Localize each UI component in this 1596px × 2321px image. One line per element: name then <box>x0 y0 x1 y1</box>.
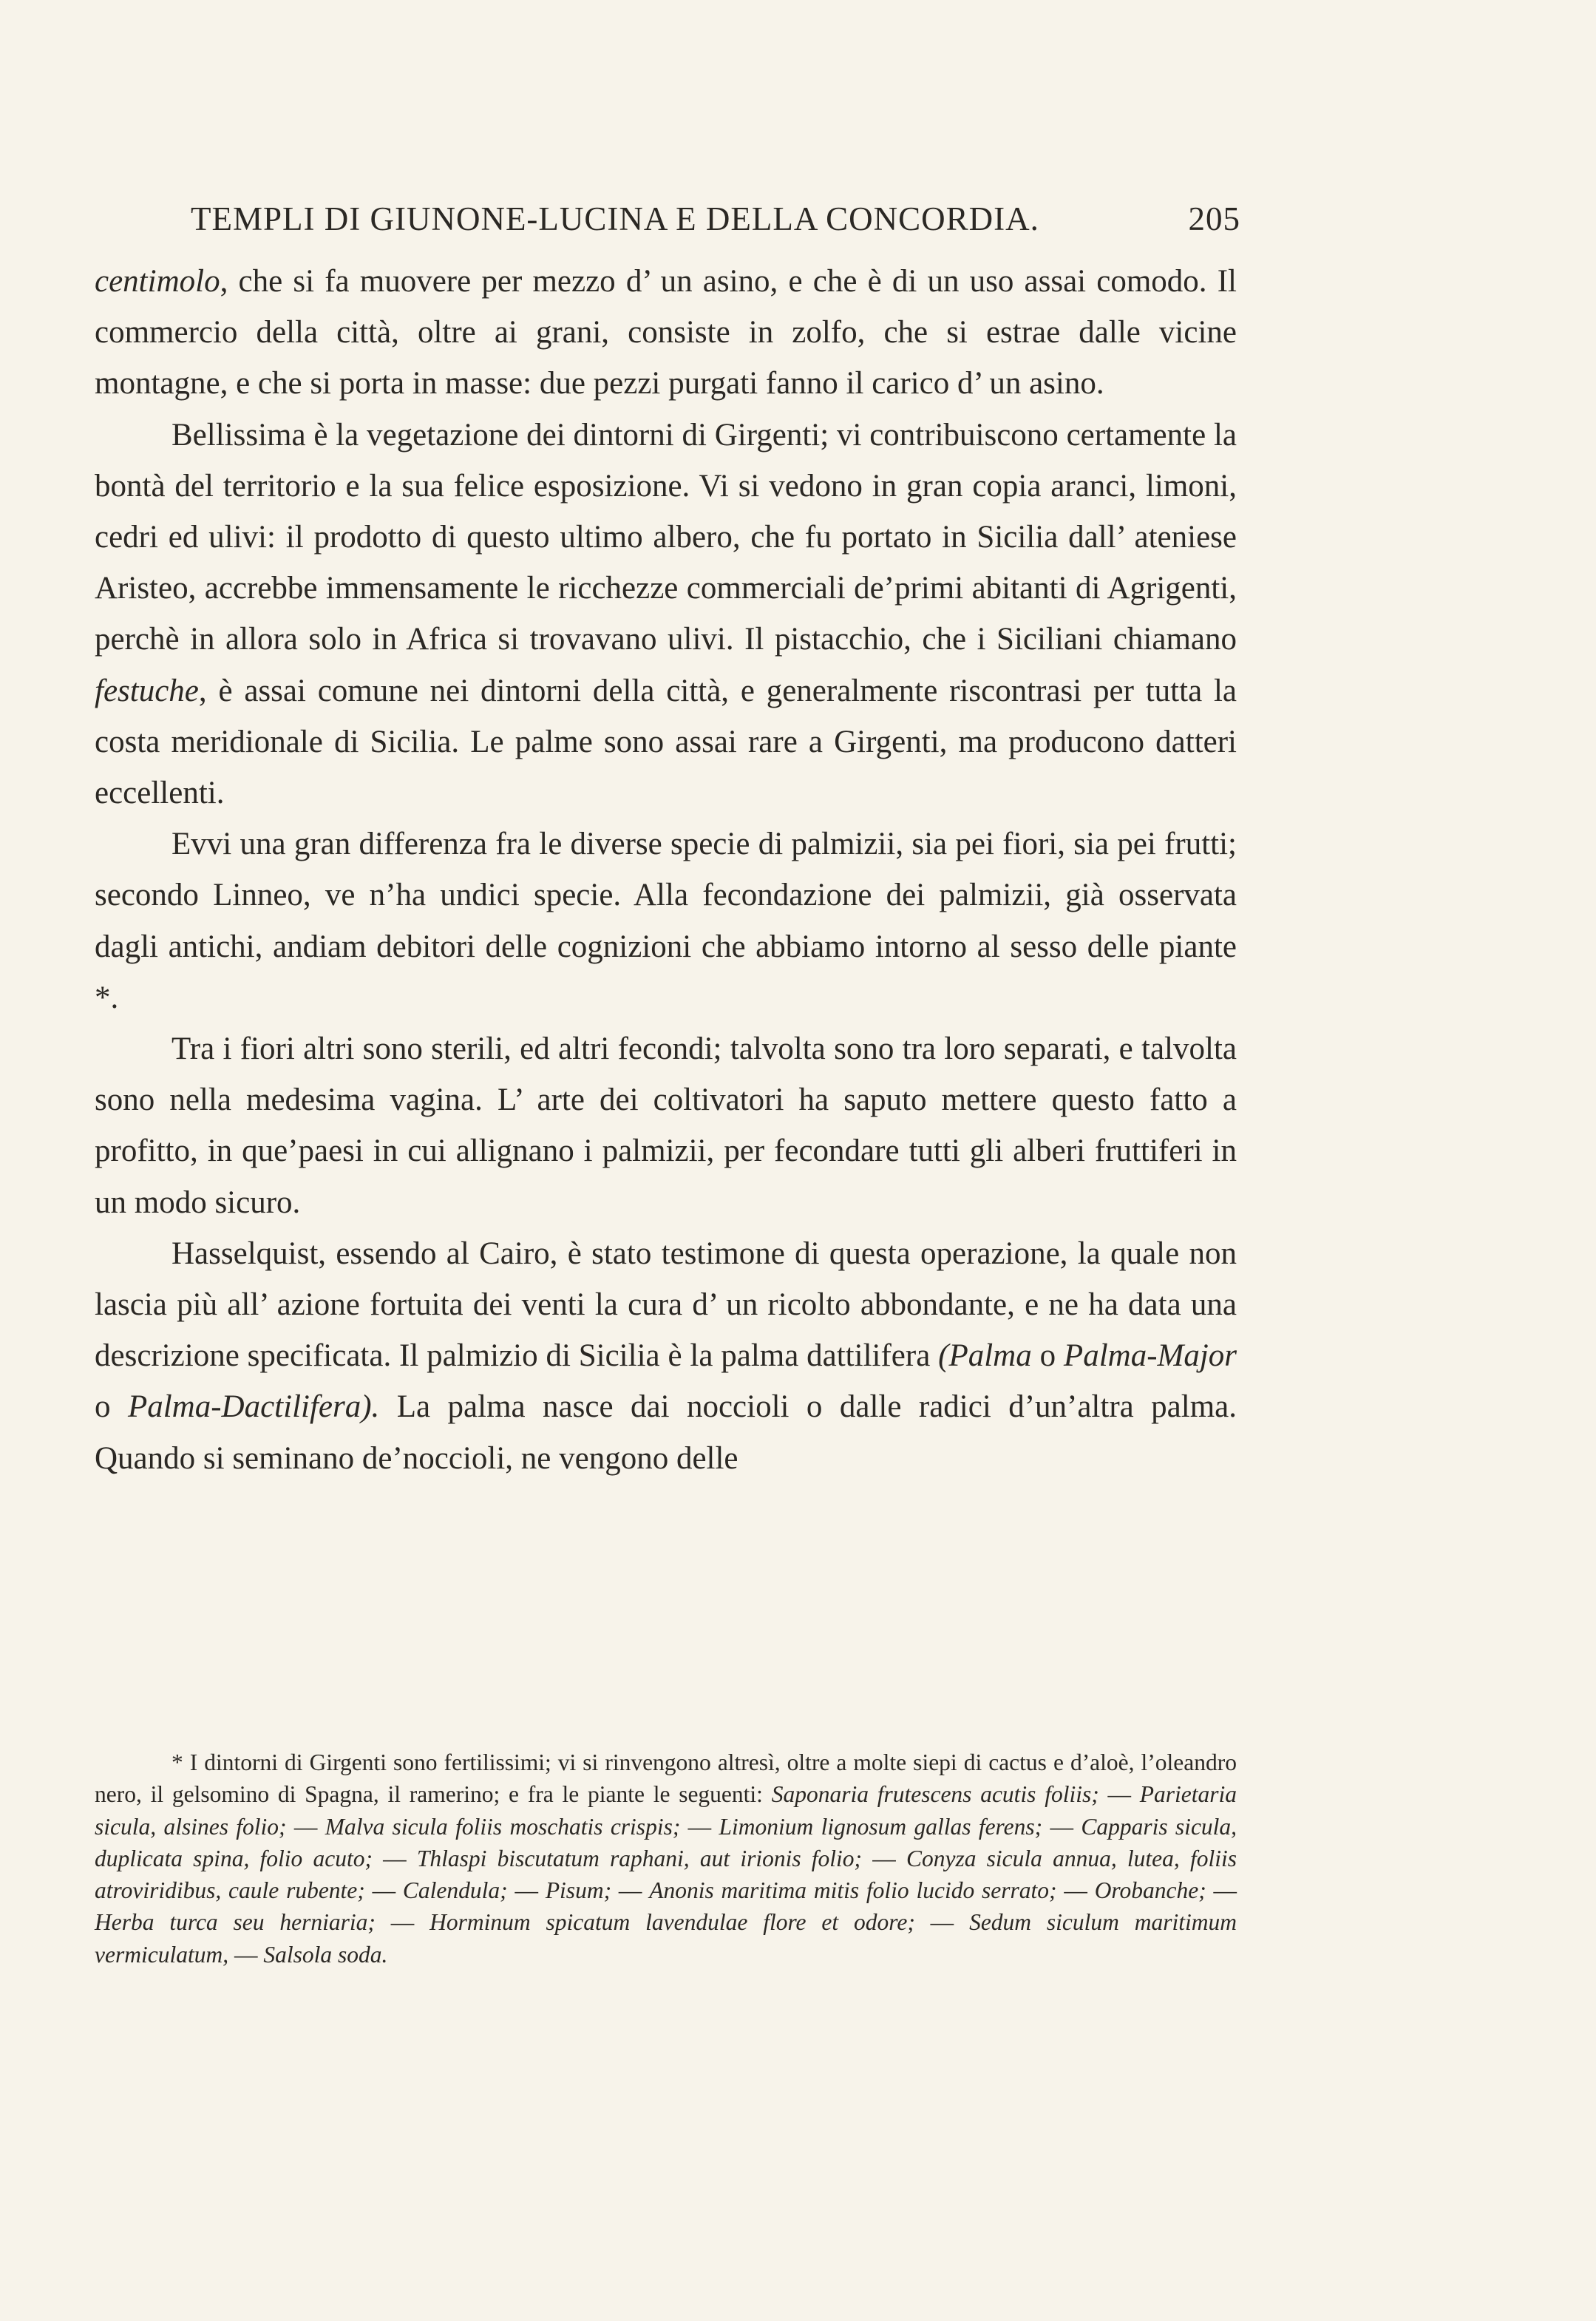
text-segment: — <box>507 1877 546 1904</box>
italic-text-segment: Horminum spicatum lavendulae flore et odore; <box>429 1909 915 1936</box>
text-segment: — <box>862 1845 906 1871</box>
text-segment: o <box>95 1389 128 1425</box>
italic-text-segment: (Palma <box>938 1338 1032 1374</box>
italic-text-segment: Orobanche; <box>1094 1877 1206 1904</box>
text-segment: * I dintorni di Girgenti sono fertilissimi; vi si rinvengono altresì, oltre a molte siepi di cactus e d’aloè, l’oleandro nero, il gelsomino di Spagna, il ramerino; e fra le piante le seguenti: <box>95 1749 1237 1808</box>
text-segment: — <box>375 1909 430 1936</box>
text-segment: — <box>228 1941 264 1968</box>
body-text <box>95 256 1237 1484</box>
footnote <box>95 1746 1237 1971</box>
italic-text-segment: festuche <box>95 673 199 708</box>
paragraph <box>95 256 1237 410</box>
italic-text-segment: Sedum siculum maritimum vermiculatum, <box>95 1909 1237 1968</box>
text-segment: Bellissima è la vegetazione dei dintorni di Girgenti; vi contribuiscono certamente la bontà del territorio e la sua felice esposizione. Vi si vedono in gran copia aranci, limoni, cedri ed ulivi: il prodotto di questo ultimo albero, che fu portato in Sicilia dall’ ateniese Aristeo, accrebbe immensamente le ricchezze commerciali de’primi abitanti di Agrigenti, perchè in allora solo in Africa si trovavano ulivi. Il pistacchio, che i Siciliani chiamano <box>95 417 1237 657</box>
italic-text-segment: Palma-Major <box>1063 1338 1237 1374</box>
paragraph <box>95 819 1237 1023</box>
text-segment: — <box>286 1813 325 1840</box>
italic-text-segment: Saponaria frutescens acutis foliis; <box>771 1781 1099 1808</box>
italic-text-segment: Limonium lignosum gallas ferens; <box>719 1813 1043 1840</box>
page-number: 205 <box>1188 200 1240 237</box>
italic-text-segment: Pisum; <box>545 1877 612 1904</box>
paragraph <box>95 1023 1237 1228</box>
text-segment: , che si fa muovere per mezzo d’ un asino, e che è di un uso assai comodo. Il commercio della città, oltre ai grani, consiste in zolfo, che si estrae dalle vicine montagne, e che si porta in masse: due pezzi purgati fanno il carico d’ un asino. <box>95 264 1237 401</box>
italic-text-segment: Thlaspi biscutatum raphani, aut irionis folio; <box>416 1845 863 1871</box>
paragraph <box>95 1228 1237 1484</box>
footnote-section <box>95 1746 1237 1971</box>
text-segment: — <box>1056 1877 1095 1904</box>
italic-text-segment: Capparis sicula, duplicata spina, folio acuto; <box>95 1813 1237 1871</box>
running-title: TEMPLI DI GIUNONE-LUCINA E DELLA CONCORDIA. <box>191 200 1039 237</box>
paragraph <box>95 410 1237 819</box>
text-segment: Hasselquist, essendo al Cairo, è stato testimone di questa operazione, la quale non lascia più all’ azione fortuita dei venti la cura d’ un ricolto abbondante, e ne ha data una descrizione specificata. Il palmizio di Sicilia è la palma dattilifera <box>95 1236 1237 1374</box>
text-segment: o <box>1031 1338 1064 1374</box>
text-segment: — <box>1098 1781 1140 1808</box>
text-segment: — <box>1206 1877 1237 1904</box>
running-header <box>191 200 1240 251</box>
italic-text-segment: Salsola soda. <box>263 1941 388 1968</box>
text-segment: La palma nasce dai noccioli o dalle radici d’un’altra palma. Quando si seminano de’noccioli, ne vengono delle <box>95 1389 1237 1476</box>
italic-text-segment: Malva sicula foliis moschatis crispis; <box>325 1813 681 1840</box>
italic-text-segment: Parietaria sicula, alsines folio; <box>95 1781 1237 1840</box>
italic-text-segment: Calendula; <box>402 1877 508 1904</box>
text-segment: Evvi una gran differenza fra le diverse specie di palmizii, sia pei fiori, sia pei frutti; secondo Linneo, ve n’ha undici specie. Alla fecondazione dei palmizii, già osservata dagli antichi, andiam debitori delle cognizioni che abbiamo intorno al sesso delle piante *. <box>95 827 1237 1015</box>
italic-text-segment: centimolo <box>95 264 220 299</box>
italic-text-segment: Herba turca seu herniaria; <box>95 1909 376 1936</box>
text-segment: — <box>611 1877 650 1904</box>
italic-text-segment: Conyza sicula annua, lutea, foliis atroviridibus, caule rubente; <box>95 1845 1237 1904</box>
text-segment: — <box>914 1909 970 1936</box>
text-segment: — <box>372 1845 417 1871</box>
italic-text-segment: Anonis maritima mitis folio lucido serrato; <box>649 1877 1057 1904</box>
text-segment: Tra i fiori altri sono sterili, ed altri fecondi; talvolta sono tra loro separati, e talvolta sono nella medesima vagina. L’ arte dei coltivatori ha saputo mettere questo fatto a profitto, in que’paesi in cui allignano i palmizii, per fecondare tutti gli alberi fruttiferi in un modo sicuro. <box>95 1031 1237 1220</box>
text-segment: — <box>680 1813 719 1840</box>
text-segment: , è assai comune nei dintorni della città, e generalmente riscontrasi per tutta la costa meridionale di Sicilia. Le palme sono assai rare a Girgenti, ma producono datteri eccellenti. <box>95 673 1237 811</box>
italic-text-segment: Palma-Dactilifera). <box>127 1389 380 1425</box>
text-segment: — <box>1042 1813 1081 1840</box>
text-segment: — <box>364 1877 403 1904</box>
